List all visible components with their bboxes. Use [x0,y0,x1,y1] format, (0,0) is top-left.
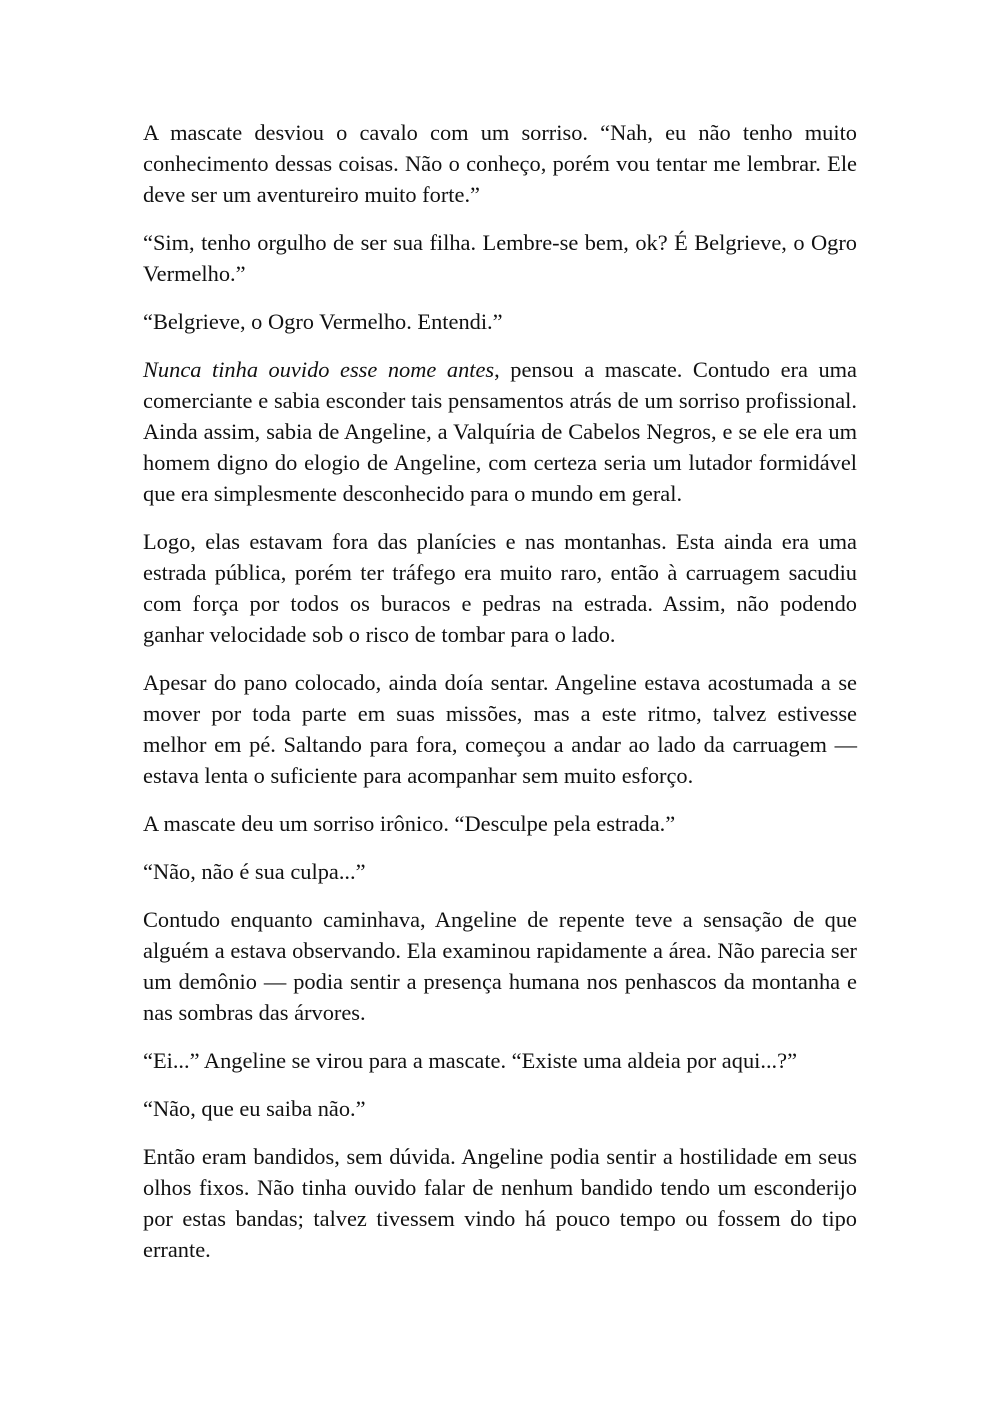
paragraph-7 [143,808,857,839]
paragraph-8 [143,856,857,887]
paragraph-11 [143,1093,857,1124]
paragraph-5 [143,526,857,650]
paragraph-12-text: Então eram bandidos, sem dúvida. Angeline podia sentir a hostilidade em seus olhos fixos. Não tinha ouvido falar de nenhum bandido tendo um esconderijo por estas bandas; talvez tivessem vindo há pouco tempo ou fossem do tipo errante. [143,1144,857,1262]
paragraph-11-text: “Não, que eu saiba não.” [143,1096,366,1121]
paragraph-6 [143,667,857,791]
paragraph-6-text: Apesar do pano colocado, ainda doía sentar. Angeline estava acostumada a se mover por toda parte em suas missões, mas a este ritmo, talvez estivesse melhor em pé. Saltando para fora, começou a andar ao lado da carruagem — estava lenta o suficiente para acompanhar sem muito esforço. [143,670,857,788]
paragraph-1-text: A mascate desviou o cavalo com um sorriso. “Nah, eu não tenho muito conhecimento dessas coisas. Não o conheço, porém vou tentar me lembrar. Ele deve ser um aventureiro muito forte.” [143,120,857,207]
paragraph-3 [143,306,857,337]
paragraph-3-text: “Belgrieve, o Ogro Vermelho. Entendi.” [143,309,503,334]
paragraph-7-text: A mascate deu um sorriso irônico. “Desculpe pela estrada.” [143,811,676,836]
paragraph-9 [143,904,857,1028]
paragraph-4-text: , pensou a mascate. Contudo era uma comerciante e sabia esconder tais pensamentos atrás de um sorriso profissional. Ainda assim, sabia de Angeline, a Valquíria de Cabelos Negros, e se ele era um homem digno do elogio de Angeline, com certeza seria um lutador formidável que era simplesmente desconhecido para o mundo em geral. [143,357,857,506]
paragraph-12 [143,1141,857,1265]
paragraph-2 [143,227,857,289]
paragraph-4 [143,354,857,509]
paragraph-10-text: “Ei...” Angeline se virou para a mascate. “Existe uma aldeia por aqui...?” [143,1048,798,1073]
paragraph-9-text: Contudo enquanto caminhava, Angeline de repente teve a sensação de que alguém a estava observando. Ela examinou rapidamente a área. Não parecia ser um demônio — podia sentir a presença humana nos penhascos da montanha e nas sombras das árvores. [143,907,857,1025]
paragraph-5-text: Logo, elas estavam fora das planícies e nas montanhas. Esta ainda era uma estrada pública, porém ter tráfego era muito raro, então à carruagem sacudiu com força por todos os buracos e pedras na estrada. Assim, não podendo ganhar velocidade sob o risco de tombar para o lado. [143,529,857,647]
document-page [143,117,857,1282]
paragraph-4-italic-thought: Nunca tinha ouvido esse nome antes [143,357,495,382]
paragraph-10 [143,1045,857,1076]
paragraph-2-text: “Sim, tenho orgulho de ser sua filha. Lembre-se bem, ok? É Belgrieve, o Ogro Vermelho.” [143,230,857,286]
paragraph-8-text: “Não, não é sua culpa...” [143,859,366,884]
paragraph-1 [143,117,857,210]
